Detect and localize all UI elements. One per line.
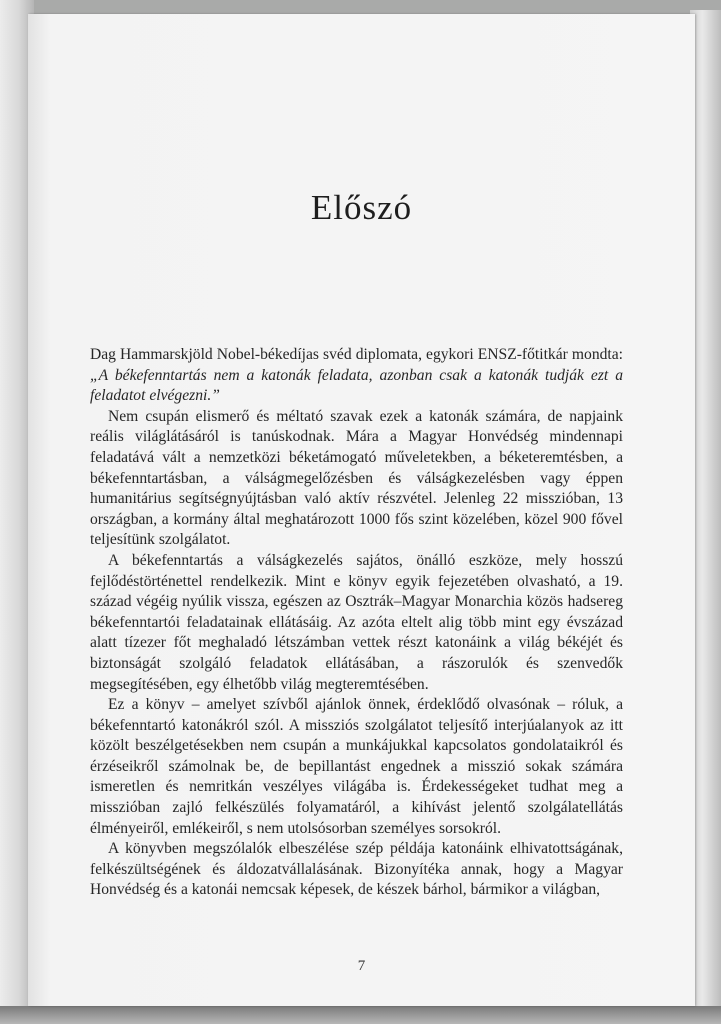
paragraph-2: Nem csupán elismerő és méltató szavak ezek a katonák számára, de napjaink reális világlátásáról is tanúskodnak. Mára a Magyar Honvédség mindennapi feladatává vált a nemzetközi béketámogató műveletekben, a béketeremtésben, a békefenntartásban, a válságmegelőzésben és válságkezelésben vagy éppen humanitárius segítségnyújtásban való aktív részvétel. Jelenleg 22 misszióban, 13 országban, a kormány által meghatározott 1000 fős szint közelében, közel 900 fővel teljesítünk szolgálatot. [90,407,623,549]
page-number: 7 [357,958,366,974]
table-surface [0,1006,721,1024]
paragraph-5: A könyvben megszólalók elbeszélése szép példája katonáink elhivatottságának, felkészültségének és áldozatvállalásának. Bizonyítéka annak, hogy a Magyar Honvédség és a katonái nemcsak képesek, de készek bárhol, bármikor a világban, [90,840,623,899]
paragraph-1-text: Dag Hammarskjöld Nobel-békedíjas svéd diplomata, egykori ENSZ-főtitkár mondta: [90,346,623,363]
paragraph-1 [90,345,623,407]
paragraph-4: Ez a könyv – amelyet szívből ajánlok önnek, érdeklődő olvasónak – róluk, a békefenntartó katonákról szól. A missziós szolgálatot teljesítő interjúalanyok az itt közölt beszélgetésekben nem csupán a munkájukkal kapcsolatos gondolataikról és érzéseikről számolnak be, de bepillantást engednek a misszió sokak számára ismeretlen és nemritkán veszélyes világába is. Érdekességeket tudhat meg a misszióban zajló felkészülés folyamatáról, a kihívást jelentő szolgálatellátás élményeiről, emlékeiről, s nem utolsósorban személyes sorsokról. [90,696,623,837]
hammarskjold-quote: „A békefenntartás nem a katonák feladata, azonban csak a katonák tudják ezt a feladatot elvégezni.” [90,366,623,405]
page-title: Előszó [310,188,413,227]
body-text [90,345,623,901]
paragraph-3: A békefenntartás a válságkezelés sajátos, önálló eszköze, mely hosszú fejlődéstörténettel rendelkezik. Mint e könyv egyik fejezetében olvasható, a 19. század végéig nyúlik vissza, egészen az Osztrák–Magyar Monarchia közös hadsereg békefenntartói feladatainak ellátásáig. Az azóta eltelt alig több mint egy évszázad alatt tízezer főt meghaladó létszámban vettek részt katonáink a világ békéjét és biztonságát szolgáló feladatok ellátásában, a rászorulók és szenvedők megsegítésében, egy élhetőbb világ megteremtésében. [90,551,623,693]
